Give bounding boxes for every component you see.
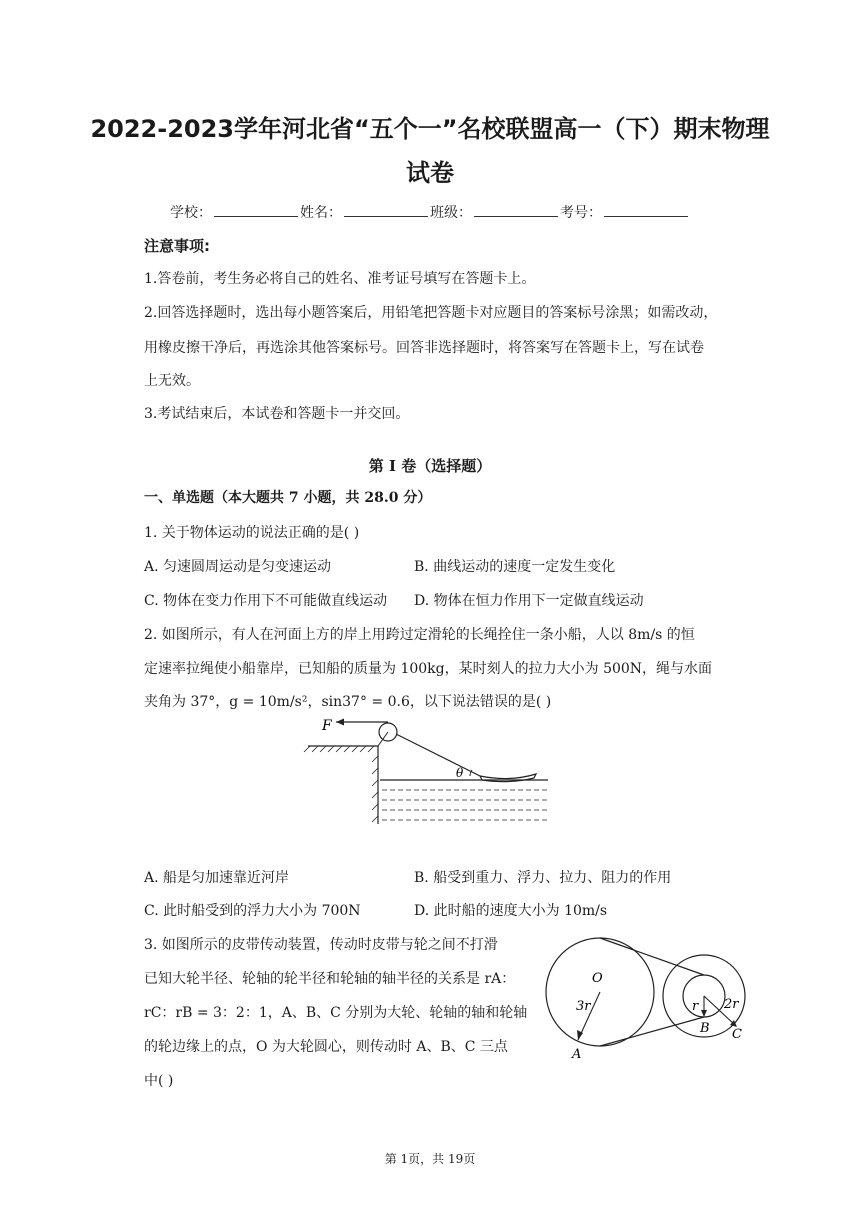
notice-item-3: 3.考试结束后，本试卷和答题卡一并交回。 <box>144 406 410 422</box>
school-blank <box>214 202 298 217</box>
page-footer: 第 1页，共 19页 <box>384 1152 476 1166</box>
notice-heading: 注意事项: <box>144 237 210 255</box>
q1-option-c: C. 物体在变力作用下不可能做直线运动 <box>144 593 388 609</box>
q2-stem-line1: 2. 如图所示，有人在河面上方的岸上用跨过定滑轮的长绳拴住一条小船，人以 8m/s 的恒 <box>144 627 695 643</box>
point-b-label: B <box>700 1021 710 1036</box>
q3-stem-line2: 已知大轮半径、轮轴的轮半径和轮轴的轴半径的关系是 rA： <box>144 971 516 987</box>
name-blank <box>344 202 428 217</box>
q3-stem-line4: 的轮边缘上的点，O 为大轮圆心，则传动时 A、B、C 三点 <box>144 1039 508 1055</box>
q3-stem-line5: 中( ) <box>144 1073 174 1089</box>
notice-item-2b: 用橡皮擦干净后，再选涂其他答案标号。回答非选择题时，将答案写在答题卡上，写在试卷 <box>144 340 704 356</box>
radius-2r-label: 2r <box>724 997 739 1012</box>
angle-theta-label: θ <box>456 766 464 780</box>
water-lines <box>382 790 548 820</box>
q2-option-c: C. 此时船受到的浮力大小为 700N <box>144 903 361 919</box>
notice-item-2c: 上无效。 <box>144 373 200 389</box>
q3-stem-line1: 3. 如图所示的皮带传动装置，传动时皮带与轮之间不打滑 <box>144 937 498 953</box>
q2-stem-line2: 定速率拉绳使小船靠岸，已知船的质量为 100kg，某时刻人的拉力大小为 500N，绳与水面 <box>144 661 713 677</box>
q3-stem-line3: rC：rB = 3：2：1，A、B、C 分别为大轮、轮轴的轴和轮轴 <box>144 1005 528 1021</box>
notice-item-1: 1.答卷前，考生务必将自己的姓名、准考证号填写在答题卡上。 <box>144 271 536 287</box>
rope <box>396 734 480 776</box>
q2-stem-line3: 夹角为 37°，g = 10m/s²，sin37° = 0.6，以下说法错误的是( ) <box>144 694 552 710</box>
exam-title-line1: 2022-2023学年河北省“五个一”名校联盟高一（下）期末物理 <box>90 115 770 143</box>
class-blank <box>474 202 558 217</box>
belt-lower <box>600 1017 704 1046</box>
q2-boat-pulley-figure <box>300 712 560 832</box>
center-o-label: O <box>592 971 603 986</box>
point-a-label: A <box>572 1047 582 1062</box>
radius-3r-label: 3r <box>576 999 591 1014</box>
number-blank <box>604 202 688 217</box>
class-label: 班级： <box>430 205 472 221</box>
q1-option-d: D. 物体在恒力作用下一定做直线运动 <box>414 593 644 609</box>
force-f-label: F <box>322 718 332 734</box>
radius-r-arrowhead <box>701 1010 707 1017</box>
belt-upper <box>600 938 704 975</box>
q2-option-d: D. 此时船的速度大小为 10m/s <box>414 903 608 919</box>
point-c-label: C <box>732 1027 742 1042</box>
section-title: 第 I 卷（选择题） <box>368 457 492 475</box>
exam-title-line2: 试卷 <box>406 159 454 187</box>
bank-hatching <box>304 746 378 822</box>
q1-stem: 1. 关于物体运动的说法正确的是( ) <box>144 525 360 541</box>
q1-option-b: B. 曲线运动的速度一定发生变化 <box>414 559 616 575</box>
q2-option-b: B. 船受到重力、浮力、拉力、阻力的作用 <box>414 870 672 886</box>
q3-belt-drive-figure <box>540 930 760 1066</box>
q2-option-a: A. 船是匀加速靠近河岸 <box>144 870 290 886</box>
force-f-arrowhead <box>336 719 344 726</box>
name-label: 姓名： <box>300 205 342 221</box>
notice-item-2a: 2.回答选择题时，选出每小题答案后，用铅笔把答题卡对应题目的答案标号涂黑；如需改动， <box>144 305 718 321</box>
radius-r-label: r <box>692 999 699 1014</box>
student-info-row <box>0 202 860 223</box>
number-label: 考号： <box>560 205 602 221</box>
part-title: 一、单选题（本大题共 7 小题，共 28.0 分） <box>144 490 432 506</box>
school-label: 学校： <box>170 205 212 221</box>
q1-option-a: A. 匀速圆周运动是匀变速运动 <box>144 559 332 575</box>
